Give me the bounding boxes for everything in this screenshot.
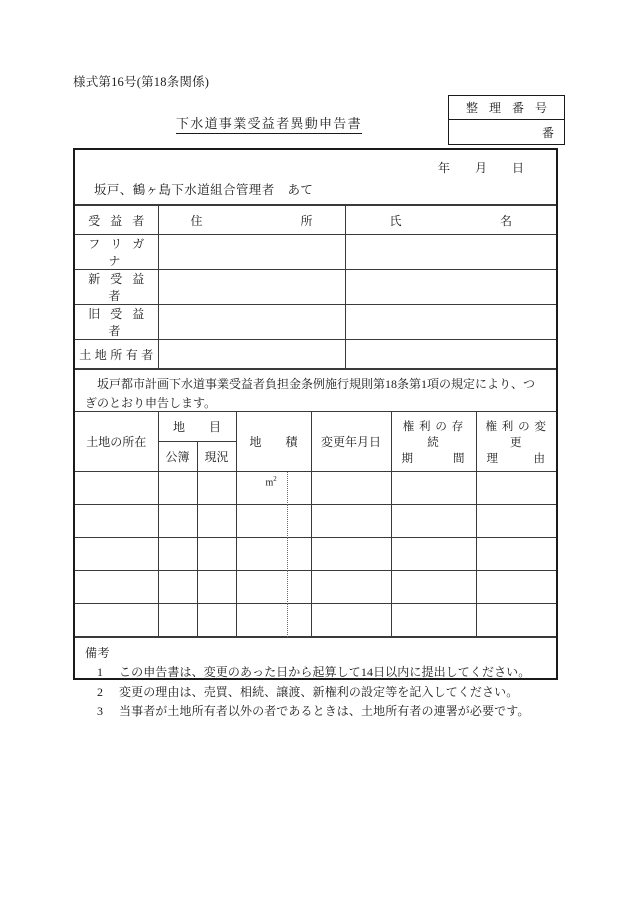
land-koubo-field[interactable] [158, 538, 197, 571]
table-row [75, 538, 556, 571]
change-reason-field[interactable] [476, 538, 556, 571]
row-label-landowner: 土地所有者 [75, 340, 158, 369]
row-label-new-beneficiary: 新 受 益 者 [75, 270, 158, 305]
land-location-field[interactable] [75, 604, 158, 637]
land-area-field[interactable] [236, 538, 311, 571]
land-area-field[interactable] [236, 604, 311, 637]
land-area-field[interactable] [236, 505, 311, 538]
row-label-old-beneficiary: 旧 受 益 者 [75, 305, 158, 340]
rights-duration-field[interactable] [391, 604, 476, 637]
remarks-section [75, 637, 556, 722]
land-category-genkyo-header: 現況 [197, 441, 236, 471]
table-row [75, 305, 556, 340]
land-genkyo-field[interactable] [197, 571, 236, 604]
old-beneficiary-address-field[interactable] [158, 305, 345, 340]
change-date-header: 変更年月日 [311, 412, 391, 472]
remark-text: 変更の理由は、売買、相続、譲渡、新権利の設定等を記入してください。 [119, 684, 519, 699]
land-area-header [236, 412, 311, 472]
change-date-field[interactable] [311, 604, 391, 637]
remarks-title: 備考 [85, 646, 111, 660]
form-number: 様式第16号(第18条関係) [73, 75, 210, 89]
date-and-addressee-block [75, 150, 556, 205]
declaration-statement [75, 369, 556, 412]
beneficiary-table [75, 205, 556, 369]
change-date-field[interactable] [311, 571, 391, 604]
remark-number: 1 [97, 665, 103, 680]
rights-duration-header-line1: 権 利 の 存 続 [402, 421, 465, 449]
land-details-table [75, 412, 556, 637]
table-row [75, 472, 556, 505]
remark-text: 当事者が土地所有者以外の者であるときは、土地所有者の連署が必要です。 [119, 704, 530, 719]
land-location-field[interactable] [75, 472, 158, 505]
name-header-char-1: 氏 [389, 213, 402, 228]
land-category-koubo-header: 公簿 [158, 441, 197, 471]
remark-number: 2 [97, 684, 103, 699]
area-decimal-divider [287, 604, 288, 637]
area-decimal-divider [287, 505, 288, 538]
reference-number-field[interactable] [449, 120, 564, 144]
land-koubo-field[interactable] [158, 571, 197, 604]
change-reason-header [476, 412, 556, 472]
rights-duration-header-line2-char-1: 期 [401, 453, 414, 465]
reference-number-unit: 番 [541, 125, 554, 140]
list-item [85, 683, 556, 702]
table-row [75, 340, 556, 369]
land-koubo-field[interactable] [158, 472, 197, 505]
rights-duration-header [391, 412, 476, 472]
landowner-name-field[interactable] [345, 340, 556, 369]
land-location-header: 土地の所在 [75, 412, 158, 472]
land-header-row-1 [75, 412, 556, 441]
list-item [85, 702, 556, 721]
year-label: 年 [437, 161, 450, 175]
change-date-field[interactable] [311, 505, 391, 538]
rights-duration-field[interactable] [391, 505, 476, 538]
landowner-address-field[interactable] [158, 340, 345, 369]
declaration-statement-text: 坂戸都市計画下水道事業受益者負担金条例施行規則第18条第1項の規定により、つぎのとおり申告します。 [85, 377, 536, 410]
list-item [85, 663, 556, 682]
address-header-char-1: 住 [190, 213, 203, 228]
area-decimal-divider [287, 472, 288, 505]
address-header-char-2: 所 [300, 213, 313, 228]
area-decimal-divider [287, 571, 288, 604]
land-area-field[interactable] [236, 472, 311, 505]
change-reason-header-line2-char-2: 由 [533, 453, 546, 465]
rights-duration-field[interactable] [391, 571, 476, 604]
land-location-field[interactable] [75, 571, 158, 604]
land-genkyo-field[interactable] [197, 472, 236, 505]
rights-duration-header-line2-char-2: 間 [453, 453, 466, 465]
change-date-field[interactable] [311, 538, 391, 571]
land-koubo-field[interactable] [158, 604, 197, 637]
document-title: 下水道事業受益者異動申告書 [176, 113, 362, 134]
name-header [345, 206, 556, 235]
land-genkyo-field[interactable] [197, 505, 236, 538]
table-row [75, 235, 556, 270]
change-reason-header-line2-char-1: 理 [486, 453, 499, 465]
change-date-field[interactable] [311, 472, 391, 505]
day-label: 日 [511, 161, 524, 175]
date-entry-line[interactable] [438, 159, 524, 176]
land-koubo-field[interactable] [158, 505, 197, 538]
beneficiary-category-header: 受 益 者 [75, 206, 158, 235]
furigana-name-field[interactable] [345, 235, 556, 270]
land-area-field[interactable] [236, 571, 311, 604]
change-reason-field[interactable] [476, 604, 556, 637]
land-area-header-char-2: 積 [285, 435, 298, 449]
land-location-field[interactable] [75, 505, 158, 538]
land-category-header: 地 目 [158, 412, 236, 441]
reference-number-label: 整 理 番 号 [449, 96, 564, 120]
table-row [75, 571, 556, 604]
table-row [75, 604, 556, 637]
rights-duration-field[interactable] [391, 472, 476, 505]
area-decimal-divider [287, 538, 288, 571]
table-row [75, 505, 556, 538]
land-genkyo-field[interactable] [197, 538, 236, 571]
address-header [158, 206, 345, 235]
addressee-line: 坂戸、鶴ヶ島下水道組合管理者 あて [94, 183, 314, 197]
change-reason-field[interactable] [476, 472, 556, 505]
beneficiary-header-row [75, 206, 556, 235]
rights-duration-field[interactable] [391, 538, 476, 571]
land-location-field[interactable] [75, 538, 158, 571]
remark-number: 3 [97, 704, 103, 719]
new-beneficiary-name-field[interactable] [345, 270, 556, 305]
name-header-char-2: 名 [499, 213, 512, 228]
land-area-header-char-1: 地 [249, 435, 262, 449]
land-genkyo-field[interactable] [197, 604, 236, 637]
change-reason-field[interactable] [476, 571, 556, 604]
table-row [75, 270, 556, 305]
change-reason-header-line1: 権 利 の 変 更 [485, 421, 548, 449]
reference-number-box [448, 95, 565, 145]
change-reason-field[interactable] [476, 505, 556, 538]
row-label-furigana: フ リ ガ ナ [75, 235, 158, 270]
new-beneficiary-address-field[interactable] [158, 270, 345, 305]
month-label: 月 [474, 161, 487, 175]
area-unit-label: $m^2$ [265, 475, 277, 489]
remark-text: この申告書は、変更のあった日から起算して14日以内に提出してください。 [119, 665, 531, 680]
old-beneficiary-name-field[interactable] [345, 305, 556, 340]
furigana-address-field[interactable] [158, 235, 345, 270]
form-body-frame [73, 148, 558, 719]
